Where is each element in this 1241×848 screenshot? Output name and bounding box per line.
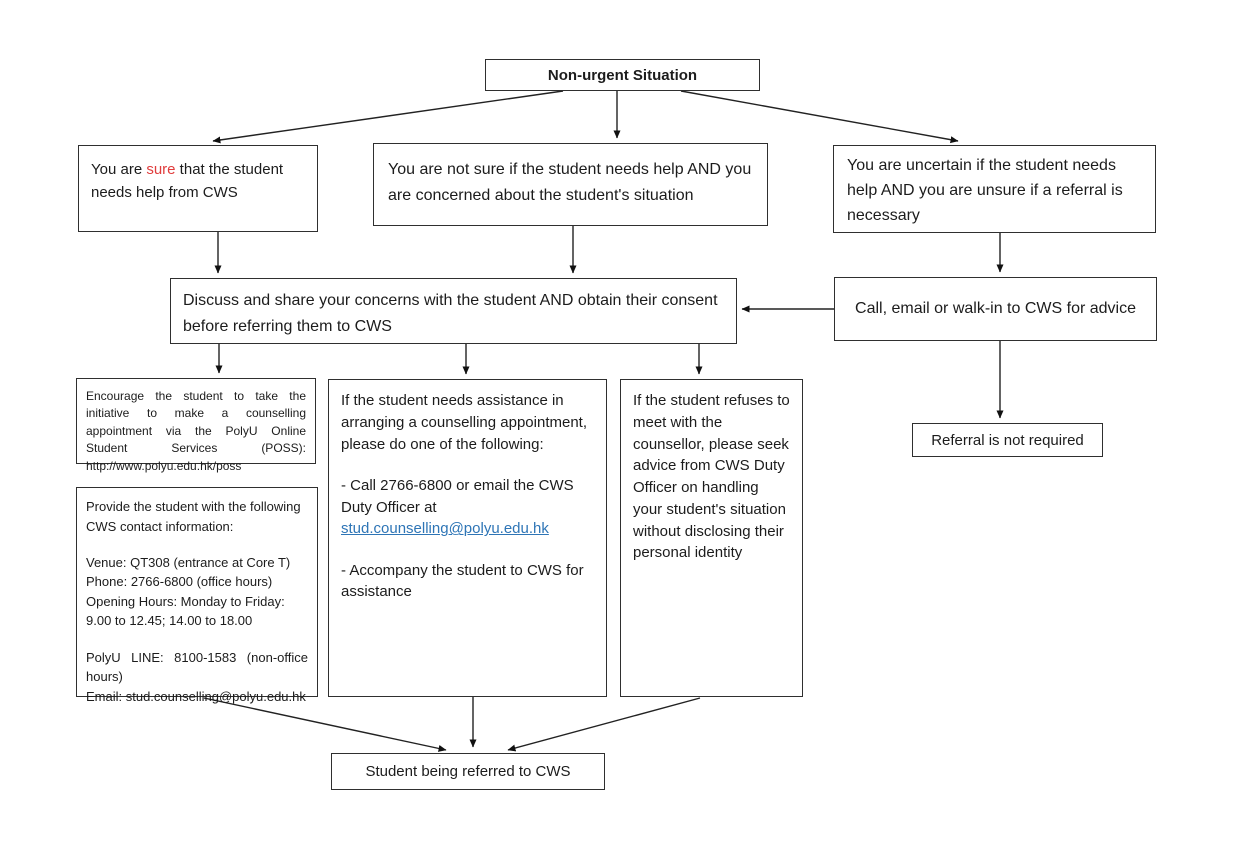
assist-option-1-text: - Call 2766-6800 or email the CWS Duty Officer at — [341, 476, 574, 516]
node-discuss-share-concerns — [170, 278, 737, 344]
spacer — [341, 540, 594, 560]
node-non-urgent-situation-label: Non-urgent Situation — [547, 66, 698, 84]
spacer — [86, 631, 308, 648]
node-encourage-label: Encourage the student to take the initiative to make a counselling appointment via the PolyU Online Student Services (POSS): http://www.polyu.edu.hk/poss — [86, 389, 306, 473]
provide-venue: Venue: QT308 (entrance at Core T) — [86, 554, 291, 570]
node-referral-not-required — [912, 423, 1103, 457]
node-assist-arranging-appointment — [328, 379, 607, 697]
node-not-sure-concerned — [373, 143, 768, 226]
node-provide-cws-contact-info — [76, 487, 318, 704]
node-student-referred-to-cws — [331, 753, 605, 790]
node-encourage-poss-appointment — [76, 378, 316, 473]
assist-paragraph-1: If the student needs assistance in arranging a counselling appointment, please do one of the following: — [341, 392, 587, 453]
cws-email-link[interactable]: stud.counselling@polyu.edu.hk — [341, 520, 549, 538]
assist-option-1 — [341, 475, 594, 540]
node-end-label: Student being referred to CWS — [365, 763, 571, 780]
node-refuse-seek-advice — [620, 379, 803, 697]
provide-email: Email: stud.counselling@polyu.edu.hk — [86, 688, 306, 704]
node-not-sure-label: You are not sure if the student needs help AND you are concerned about the student's situation — [388, 161, 752, 204]
arrow-start-to-uncertain — [681, 91, 958, 141]
spacer — [341, 455, 594, 475]
spacer — [86, 536, 308, 553]
provide-hours-line2: 9.00 to 12.45; 14.00 to 18.00 — [86, 613, 253, 629]
node-uncertain-referral — [833, 145, 1156, 233]
provide-hours-line1: Opening Hours: Monday to Friday: — [86, 593, 285, 609]
provide-intro: Provide the student with the following CWS contact information: — [86, 499, 301, 534]
node-call-email-walkin — [834, 277, 1157, 341]
sure-text-prefix: You are — [91, 161, 147, 178]
node-discuss-label: Discuss and share your concerns with the student AND obtain their consent before referring them to CWS — [183, 292, 718, 335]
node-sure-student-needs-help — [78, 145, 318, 232]
node-call-label: Call, email or walk-in to CWS for advice — [855, 300, 1136, 317]
assist-option-2: - Accompany the student to CWS for assistance — [341, 561, 584, 601]
node-refuse-label: If the student refuses to meet with the counsellor, please seek advice from CWS Duty Officer on handling your student's situation without disclosing their personal identity — [633, 392, 790, 562]
provide-polyu-line: PolyU LINE: 8100-1583 (non-office hours) — [86, 649, 308, 685]
sure-text-suffix: that the student needs help from CWS — [91, 161, 284, 202]
sure-word-highlight: sure — [146, 161, 176, 178]
arrow-refuse-to-end — [508, 698, 700, 750]
provide-phone: Phone: 2766-6800 (office hours) — [86, 574, 273, 590]
node-sure-text — [91, 158, 305, 205]
node-referral-not-required-label: Referral is not required — [931, 431, 1084, 449]
node-uncertain-label: You are uncertain if the student needs help AND you are unsure if a referral is necessary — [847, 157, 1123, 224]
node-non-urgent-situation — [485, 59, 760, 91]
arrow-start-to-sure — [213, 91, 563, 141]
